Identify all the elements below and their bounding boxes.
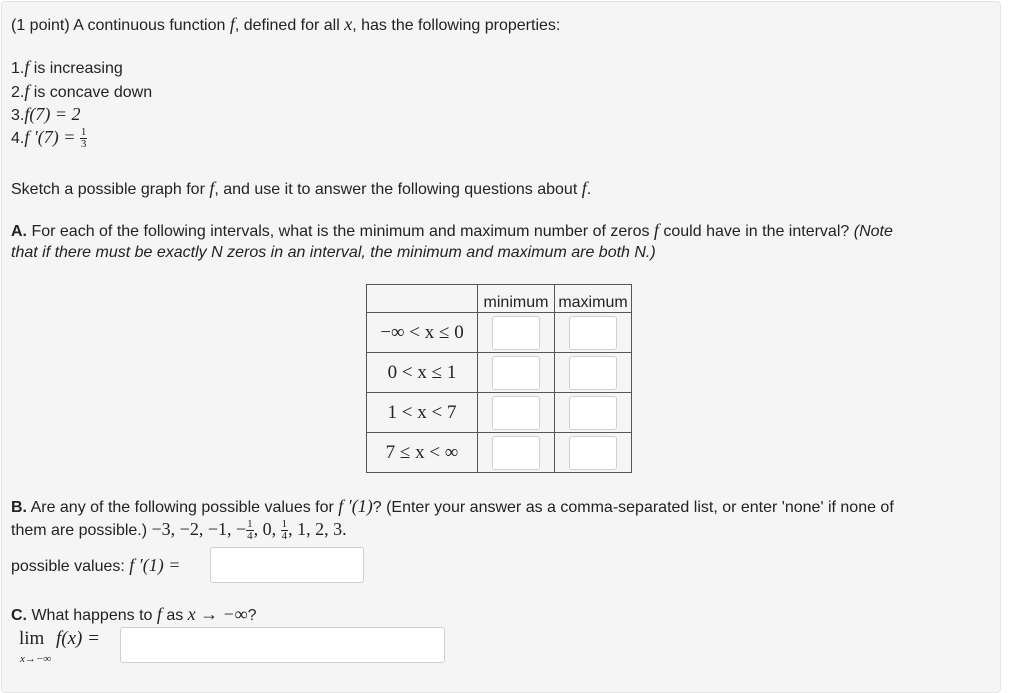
- interval-label: 7 ≤ x < ∞: [367, 433, 478, 473]
- table-row: [367, 313, 632, 353]
- possible-values-input[interactable]: [210, 547, 364, 583]
- table-header-row: [367, 285, 632, 313]
- sketch-instruction: Sketch a possible graph for f, and use it to answer the following questions about f.: [11, 178, 592, 198]
- part-a-question: A. For each of the following intervals, what is the minimum and maximum number of zeros f could have in the interval? (Note: [11, 220, 893, 240]
- property-2: 2.f is concave down: [11, 81, 153, 101]
- max-input-row4[interactable]: [569, 436, 617, 470]
- limit-answer-input[interactable]: [120, 627, 445, 663]
- problem-intro: (1 point) A continuous function f, defined for all x, has the following properties:: [11, 14, 561, 34]
- min-input-row1[interactable]: [492, 316, 540, 350]
- part-c-question: C. What happens to f as x → −∞?: [11, 604, 257, 624]
- header-minimum: minimum: [478, 285, 555, 313]
- interval-label: −∞ < x ≤ 0: [367, 313, 478, 353]
- table-row: [367, 393, 632, 433]
- part-b-question: B. Are any of the following possible values for f ′(1)? (Enter your answer as a comma-separated list, or enter 'none' if none of: [11, 496, 894, 516]
- interval-label: 0 < x ≤ 1: [367, 353, 478, 393]
- zeros-table: [366, 284, 632, 473]
- min-input-row2[interactable]: [492, 356, 540, 390]
- header-maximum: maximum: [555, 285, 632, 313]
- table-row: [367, 353, 632, 393]
- part-a-note: that if there must be exactly N zeros in an interval, the minimum and maximum are both N.): [11, 244, 656, 261]
- table-corner: [367, 285, 478, 313]
- part-b-answer-label: possible values: f ′(1) =: [11, 555, 181, 575]
- table-row: [367, 433, 632, 473]
- min-input-row3[interactable]: [492, 396, 540, 430]
- interval-label: 1 < x < 7: [367, 393, 478, 433]
- property-3: 3.f(7) = 2: [11, 104, 81, 124]
- max-input-row1[interactable]: [569, 316, 617, 350]
- max-input-row3[interactable]: [569, 396, 617, 430]
- property-1: 1.f is increasing: [11, 57, 123, 77]
- part-b-values: them are possible.) −3, −2, −1, − $\frac{1}{4}$ , 0, $\frac{1}{4}$ , 1, 2, 3.: [11, 518, 347, 543]
- fraction-one-third: $\frac{1}{3}$: [80, 126, 87, 151]
- min-input-row4[interactable]: [492, 436, 540, 470]
- max-input-row2[interactable]: [569, 356, 617, 390]
- property-4: 4.f ′(7) = $\frac{1}{3}$: [11, 126, 87, 151]
